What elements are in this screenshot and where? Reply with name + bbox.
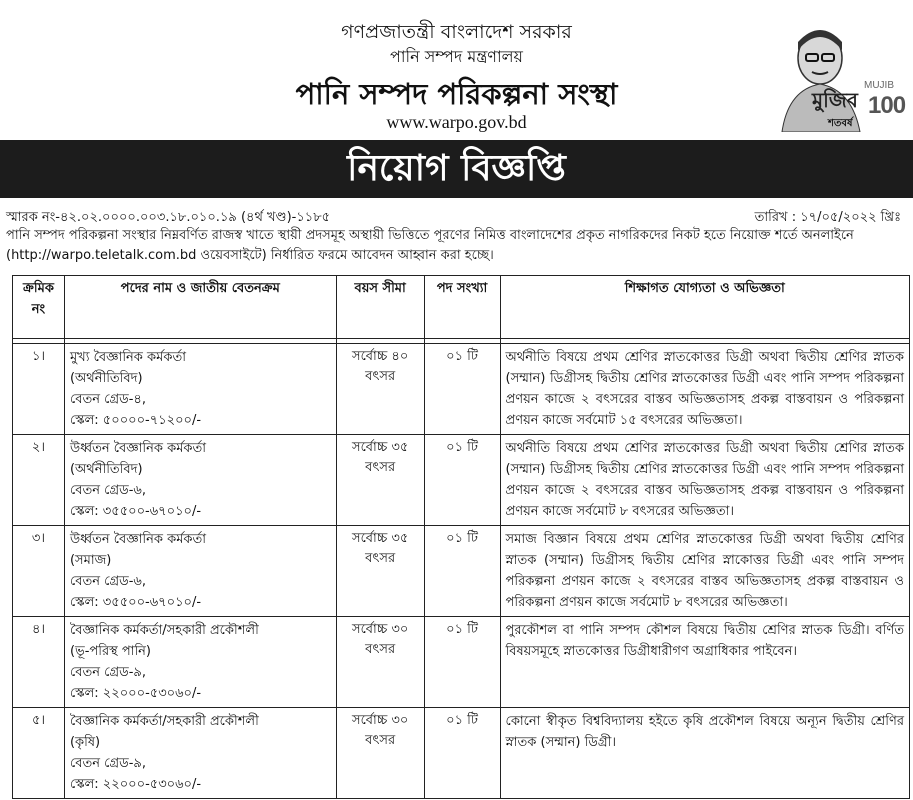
row-post (64, 344, 336, 435)
government-title: গণপ্রজাতন্ত্রী বাংলাদেশ সরকার (341, 21, 572, 43)
row-qualification: পুরকৌশল বা পানি সম্পদ কৌশল বিষয়ে দ্বিতীয় শ্রেণির স্নাতক ডিগ্রী। বর্ণিত বিষয়সমূহে স্নাতকোত্তর ডিগ্রীধারীগণ অগ্রাধিকার পাইবেন। (500, 617, 909, 708)
post-subject: (অর্থনীতিবিদ) (69, 371, 143, 386)
post-name: উর্ধ্বতন বৈজ্ঞানিক কর্মকর্তা (69, 532, 207, 547)
pay-grade: বেতন গ্রেড-৯, (69, 665, 146, 680)
row-serial: ১। (13, 344, 65, 435)
row-post (64, 708, 336, 799)
age-unit: বৎসর (365, 369, 396, 384)
ministry-title: পানি সম্পদ মন্ত্রণালয় (390, 47, 523, 66)
row-age (336, 617, 424, 708)
website-link[interactable]: www.warpo.gov.bd (386, 112, 527, 132)
header-age: বয়স সীমা (336, 276, 424, 339)
row-qualification: অর্থনীতি বিষয়ে প্রথম শ্রেণির স্নাতকোত্তর ডিগ্রী অথবা দ্বিতীয় শ্রেণির স্নাতক (সম্মান) ডিগ্রীসহ দ্বিতীয় শ্রেণির স্নাতকোত্তর ডিগ্রী এবং পানি সম্পদ পরিকল্পনা প্রণয়ন কাজে ২ বৎসরের বাস্তব অভিজ্ঞতাসহ প্রকল্প বাস্তবায়ন ও পরিকল্পনা প্রণয়ন কাজে সর্বমোট ৮ বৎসরের অভিজ্ঞতা। (500, 435, 909, 526)
age-limit: সর্বোচ্চ ৩০ (352, 622, 409, 637)
post-name: উর্ধ্বতন বৈজ্ঞানিক কর্মকর্তা (69, 441, 207, 456)
row-serial: ২। (13, 435, 65, 526)
row-age (336, 708, 424, 799)
logo-mujib-latin: MUJIB (864, 80, 894, 91)
header-post: পদের নাম ও জাতীয় বেতনক্রম (64, 276, 336, 339)
pay-grade: বেতন গ্রেড-৬, (69, 574, 146, 589)
memo-number: স্মারক নং-৪২.০২.০০০০.০০৩.১৮.০১০.১৯ (৪র্থ খণ্ড)-১১৮৫ (6, 210, 331, 225)
row-count: ০১ টি (424, 435, 500, 526)
pay-scale: স্কেল: ৩৫৫০০-৬৭০১০/- (69, 504, 202, 519)
row-age (336, 344, 424, 435)
logo-100: 100 (868, 92, 906, 119)
row-age (336, 435, 424, 526)
row-count: ০১ টি (424, 344, 500, 435)
logo-centenary-text: শতবর্ষ (828, 118, 853, 129)
header (0, 0, 913, 140)
post-name: বৈজ্ঞানিক কর্মকর্তা/সহকারী প্রকৌশলী (69, 714, 259, 729)
row-count: ০১ টি (424, 526, 500, 617)
row-post (64, 526, 336, 617)
notice-banner: নিয়োগ বিজ্ঞপ্তি (0, 140, 913, 198)
logo-mujib-text: মুজিব (812, 88, 858, 112)
mujib-centenary-logo (768, 20, 908, 132)
row-post (64, 617, 336, 708)
notice-date: তারিখ : ১৭/০৫/২০২২ খ্রিঃ (754, 210, 901, 225)
table-row (13, 435, 910, 526)
header-count: পদ সংখ্যা (424, 276, 500, 339)
pay-grade: বেতন গ্রেড-৬, (69, 483, 146, 498)
age-limit: সর্বোচ্চ ৩০ (352, 713, 409, 728)
age-limit: সর্বোচ্চ ৩৫ (352, 440, 409, 455)
row-count: ০১ টি (424, 617, 500, 708)
table-row (13, 708, 910, 799)
age-unit: বৎসর (365, 460, 396, 475)
vacancy-table (12, 275, 910, 799)
row-post (64, 435, 336, 526)
post-name: বৈজ্ঞানিক কর্মকর্তা/সহকারী প্রকৌশলী (69, 623, 259, 638)
pay-grade: বেতন গ্রেড-৯, (69, 756, 146, 771)
row-serial: ৪। (13, 617, 65, 708)
row-serial: ৫। (13, 708, 65, 799)
pay-scale: স্কেল: ২২০০০-৫৩০৬০/- (69, 777, 202, 792)
row-count: ০১ টি (424, 708, 500, 799)
post-subject: (ভূ-পরিস্থ পানি) (69, 644, 151, 659)
pay-scale: স্কেল: ২২০০০-৫৩০৬০/- (69, 686, 202, 701)
organization-title: পানি সম্পদ পরিকল্পনা সংস্থা (295, 77, 618, 111)
post-subject: (অর্থনীতিবিদ) (69, 462, 143, 477)
header-serial: ক্রমিক নং (13, 276, 65, 339)
age-unit: বৎসর (365, 551, 396, 566)
table-header-row (13, 276, 910, 339)
intro-paragraph: পানি সম্পদ পরিকল্পনা সংস্থার নিম্নবর্ণিত রাজস্ব খাতে স্থায়ী প্রদসমূহ অস্থায়ী ভিত্তিতে পূরণের নিমিত্ত বাংলাদেশের প্রকৃত নাগরিকদের নিকট হতে নিয়োক্ত শর্তে অনলাইনে (http://warpo.teletalk.com.bd ওয়েবসাইটে) নির্ধারিত ফরমে আবেদন আহ্বান করা হচ্ছে। (6, 228, 854, 263)
pay-scale: স্কেল: ৩৫৫০০-৬৭০১০/- (69, 595, 202, 610)
row-serial: ৩। (13, 526, 65, 617)
table-row (13, 344, 910, 435)
age-unit: বৎসর (365, 733, 396, 748)
row-qualification: সমাজ বিজ্ঞান বিষয়ে প্রথম শ্রেণির স্নাতকোত্তর ডিগ্রী অথবা দ্বিতীয় শ্রেণির স্নাতক (সম্মান) ডিগ্রীসহ দ্বিতীয় শ্রেণির স্নাকোত্তর ডিগ্রী এবং পানি সম্পদ পরিকল্পনা প্রণয়ন কাজে ২ বৎসরের বাস্তব অভিজ্ঞতাসহ প্রকল্প বাস্তবায়ন ও পরিকল্পনা প্রণয়ন কাজে সর্বমোট ৮ বৎসরের অভিজ্ঞতা। (500, 526, 909, 617)
age-limit: সর্বোচ্চ ৪০ (352, 349, 409, 364)
post-subject: (সমাজ) (69, 553, 112, 568)
row-qualification: অর্থনীতি বিষয়ে প্রথম শ্রেণির স্নাতকোত্তর ডিগ্রী অথবা দ্বিতীয় শ্রেণির স্নাতক (সম্মান) ডিগ্রীসহ দ্বিতীয় শ্রেণির স্নাতকোত্তর ডিগ্রী এবং পানি সম্পদ পরিকল্পনা প্রণয়ন কাজে ২ বৎসরের বাস্তব অভিজ্ঞতাসহ প্রকল্প বাস্তবায়ন ও পরিকল্পনা প্রণয়ন কাজে সর্বমোট ১৫ বৎসরের অভিজ্ঞতা। (500, 344, 909, 435)
row-qualification: কোনো স্বীকৃত বিশ্ববিদ্যালয় হইতে কৃষি প্রকৌশল বিষয়ে অন্যূন দ্বিতীয় শ্রেণির স্নাতক (সম্মান) ডিগ্রী। (500, 708, 909, 799)
post-subject: (কৃষি) (69, 735, 101, 750)
pay-scale: স্কেল: ৫০০০০-৭১২০০/- (69, 413, 202, 428)
age-limit: সর্বোচ্চ ৩৫ (352, 531, 409, 546)
pay-grade: বেতন গ্রেড-৪, (69, 392, 146, 407)
age-unit: বৎসর (365, 642, 396, 657)
post-name: মুখ্য বৈজ্ঞানিক কর্মকর্তা (69, 350, 186, 365)
table-row (13, 617, 910, 708)
table-row (13, 526, 910, 617)
row-age (336, 526, 424, 617)
header-qualification: শিক্ষাগত যোগ্যতা ও অভিজ্ঞতা (500, 276, 909, 339)
